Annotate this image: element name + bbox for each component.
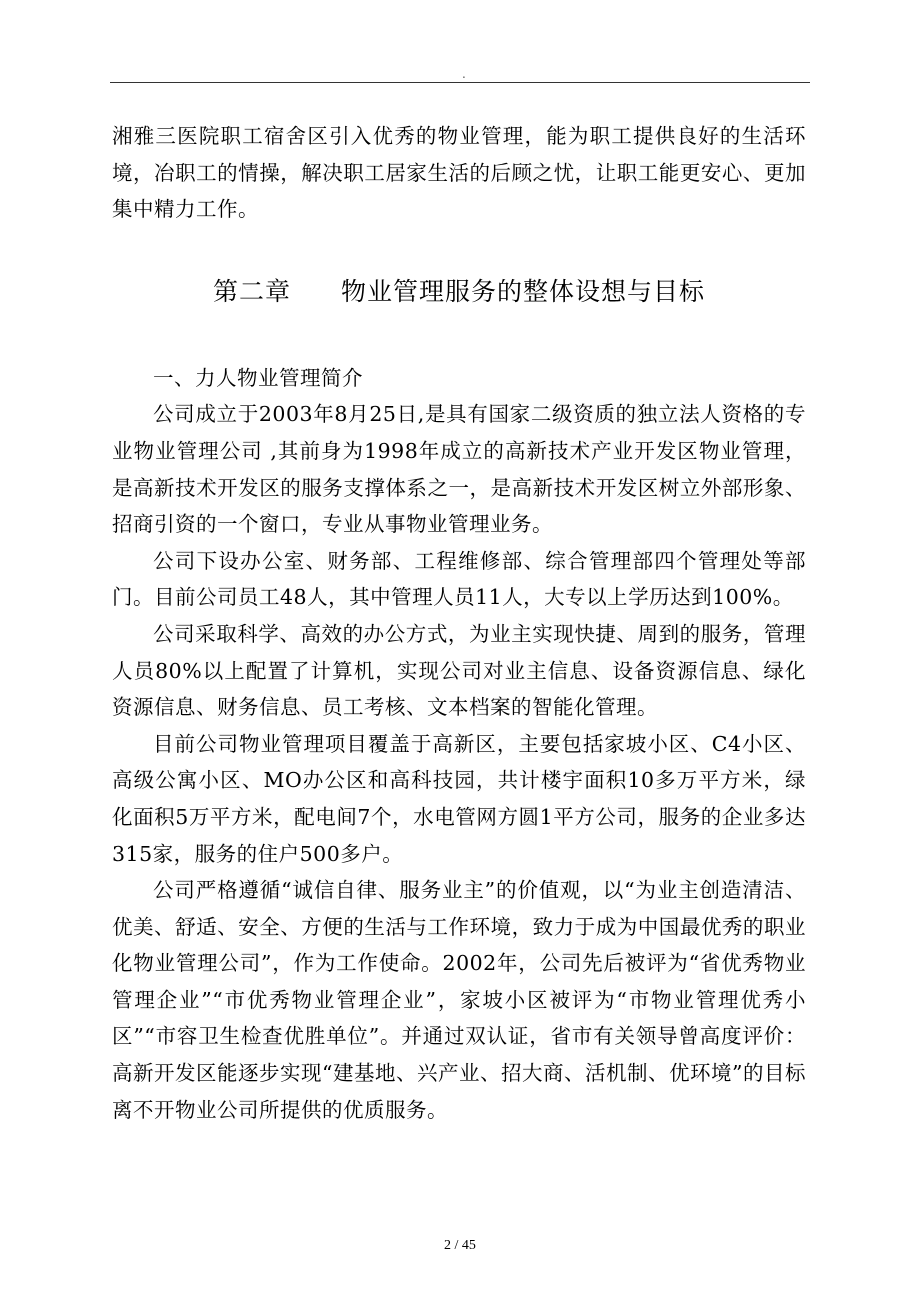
section-heading: 一、力人物业管理简介 [153, 365, 363, 390]
header-rule [110, 82, 810, 83]
chapter-number: 第二章 [212, 276, 291, 306]
intro-paragraph: 湘雅三医院职工宿舍区引入优秀的物业管理，能为职工提供良好的生活环境，冶职工的情操，解决职工居家生活的后顾之忧，让职工能更安心、更加集中精力工作。 [112, 124, 806, 222]
body-paragraph: 公司下设办公室、财务部、工程维修部、综合管理部四个管理处等部门。目前公司员工48人，其中管理人员11人，大专以上学历达到100%。 [112, 548, 806, 610]
chapter-name: 物业管理服务的整体设想与目标 [341, 276, 706, 306]
document-body [112, 118, 806, 1128]
body-paragraph: 公司成立于2003年8月25日,是具有国家二级资质的独立法人资格的专业物业管理公司 ,其前身为1998年成立的高新技术产业开发区物业管理，是高新技术开发区的服务支撑体系之一，是高新技术开发区树立外部形象、招商引资的一个窗口，专业从事物业管理业务。 [112, 402, 806, 537]
chapter-title [112, 274, 806, 310]
body-paragraph: 目前公司物业管理项目覆盖于高新区，主要包括家坡小区、C4小区、高级公寓小区、MO办公区和高科技园，共计楼宇面积10多万平方米，绿化面积5万平方米，配电间7个，水电管网方圆1平方公司，服务的企业多达315家，服务的住户500多户。 [112, 731, 806, 866]
body-paragraph: 公司采取科学、高效的办公方式，为业主实现快捷、周到的服务，管理人员80%以上配置了计算机，实现公司对业主信息、设备资源信息、绿化资源信息、财务信息、员工考核、文本档案的智能化管理。 [112, 621, 806, 720]
header-dot: . [462, 67, 466, 81]
body-paragraph: 公司严格遵循“诚信自律、服务业主”的价值观，以“为业主创造清洁、优美、舒适、安全、方便的生活与工作环境，致力于成为中国最优秀的职业化物业管理公司”，作为工作使命。2002年，公司先后被评为“省优秀物业管理企业”“市优秀物业管理企业”，家坡小区被评为“市物业管理优秀小区”“市容卫生检查优胜单位”。并通过双认证，省市有关领导曾高度评价：高新开发区能逐步实现“建基地、兴产业、招大商、活机制、优环境”的目标离不开物业公司所提供的优质服务。 [112, 878, 806, 1122]
page-number: 2 / 45 [444, 1238, 476, 1253]
